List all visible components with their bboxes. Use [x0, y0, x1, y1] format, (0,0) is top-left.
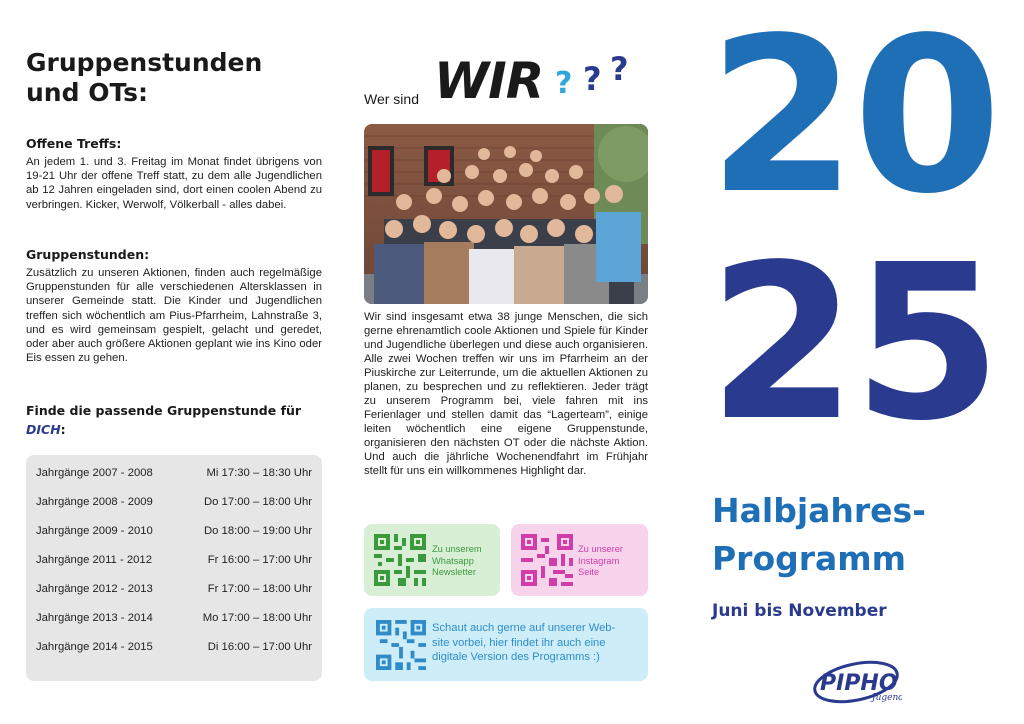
schedule-time: Do 18:00 – 19:00 Uhr: [203, 525, 312, 537]
gruppenstunden-column: [26, 0, 322, 653]
finde-colon: :: [60, 422, 66, 437]
instagram-label-line3: Seite: [578, 567, 600, 577]
schedule-age: Jahrgänge 2014 - 2015: [36, 641, 153, 653]
offene-treffs-block: [26, 136, 322, 212]
program-title-line2: Programm: [712, 539, 907, 578]
website-label-line3: digitale Version des Programms :): [432, 651, 600, 663]
schedule-time: Do 17:00 – 18:00 Uhr: [203, 496, 312, 508]
instagram-label: [578, 544, 623, 579]
schedule-time: Fr 16:00 – 17:00 Uhr: [207, 554, 312, 566]
question-mark-1: ?: [555, 66, 573, 101]
gruppenstunden-text: Zusätzlich zu unseren Aktionen, finden auch regelmäßige Gruppenstunden für alle verschiedenen Altersklassen in unserer Gemeinde statt. Die Kinder und Jugendlichen treffen sich wöchentlich am Pius-Pfarrheim, Lahnstraße 3, und es wird gemeinsam gespielt, gelacht und geredet, oder aber auch größere Aktionen geplant wie ins Kino oder Eis essen zu gehen.: [26, 267, 322, 365]
instagram-label-line2: Instagram: [578, 555, 620, 566]
whatsapp-label-line3: Newsletter: [432, 567, 476, 577]
schedule-row: [36, 467, 312, 487]
schedule-row: [36, 583, 312, 603]
schedule-time: Mo 17:00 – 18:00 Uhr: [202, 612, 312, 624]
whatsapp-qr-code-icon: [374, 534, 426, 586]
website-label-line2: site vorbei, hier findet ihr auch eine: [432, 636, 606, 649]
schedule-age: Jahrgänge 2013 - 2014: [36, 612, 153, 624]
wir-heading: WIR: [434, 52, 544, 110]
cover-column: [700, 0, 1024, 724]
schedule-table: [26, 455, 322, 681]
logo-text: PIPHO: [820, 671, 898, 696]
program-subtitle: Juni bis November: [712, 601, 887, 621]
year-bottom-digits: 25: [708, 219, 998, 468]
wer-sind-wir-column: [364, 0, 648, 724]
schedule-row: [36, 496, 312, 516]
instagram-qr-code-icon: [521, 534, 573, 586]
schedule-age: Jahrgänge 2012 - 2013: [36, 583, 153, 595]
schedule-age: Jahrgänge 2007 - 2008: [36, 467, 153, 479]
program-title: [712, 487, 926, 583]
pipho-logo: [810, 656, 902, 713]
finde-dich: DICH: [26, 422, 61, 437]
group-photo: [364, 124, 648, 304]
schedule-row: [36, 641, 312, 661]
schedule-row: [36, 554, 312, 574]
section-title: [26, 48, 322, 108]
year-top-digits: 20: [708, 0, 998, 241]
schedule-age: Jahrgänge 2008 - 2009: [36, 496, 153, 508]
finde-heading-text: Finde die passende Gruppenstunde für: [26, 403, 302, 418]
section-title-line2: und OTs:: [26, 78, 149, 107]
website-qr-code-icon: [376, 620, 426, 670]
group-photo-image: [364, 124, 648, 304]
schedule-time: Di 16:00 – 17:00 Uhr: [207, 641, 312, 653]
offene-treffs-heading: Offene Treffs:: [26, 136, 122, 151]
schedule-row: [36, 612, 312, 632]
program-title-line1: Halbjahres-: [712, 491, 926, 530]
website-qr-box[interactable]: [364, 608, 648, 681]
schedule-age: Jahrgänge 2009 - 2010: [36, 525, 153, 537]
website-label-line1: Schaut auch gerne auf unserer Web-: [432, 622, 616, 634]
instagram-label-line1: Zu unserer: [578, 544, 623, 554]
logo-sub: Jugend: [872, 693, 902, 703]
instagram-qr-box[interactable]: [511, 524, 648, 596]
section-title-line1: Gruppenstunden: [26, 48, 263, 77]
gruppenstunden-heading: Gruppenstunden:: [26, 247, 150, 262]
pipho-logo-icon: [810, 656, 902, 708]
whatsapp-label-line1: Zu unserem: [432, 544, 482, 554]
gruppenstunden-block: [26, 247, 322, 365]
finde-heading: [26, 401, 322, 439]
schedule-time: Mi 17:30 – 18:30 Uhr: [206, 467, 312, 479]
offene-treffs-text: An jedem 1. und 3. Freitag im Monat findet übrigens von 19-21 Uhr der offene Treff statt, zu dem alle Jugendlichen ab 12 Jahren eingeladen sind, dort einen coolen Abend zu verbringen. Kicker, Werwolf, Völkerball - alles dabei.: [26, 156, 322, 211]
schedule-row: [36, 525, 312, 545]
question-mark-3: ?: [610, 50, 629, 88]
wer-sind-label: Wer sind: [364, 91, 419, 107]
wir-description: Wir sind insgesamt etwa 38 junge Menschen, die sich gerne ehrenamtlich coole Aktionen und Spiele für Kinder und Jugendliche überlegen und diese auch organisieren. Alle zwei Wochen treffen wir uns im Pfarrheim an der Piuskirche zur Leiterrunde, um die aktuellen Aktionen zu planen, zu besprechen und zu reflektieren. Jeder trägt zu unserem Programm bei, viele fahren mit ins Ferienlager und stellen damit das “Lagerteam”, einige leiten wöchentlich eine eigene Gruppenstunde, organisieren den nächsten OT oder die nächste Aktion. Und auch die jährliche Wochenendfahrt im Frühjahr stellt für uns ein willkommenes Highlight dar.: [364, 311, 648, 477]
whatsapp-qr-box[interactable]: [364, 524, 500, 596]
website-label: [432, 621, 615, 665]
whatsapp-label-line2: Whatsapp: [432, 555, 474, 566]
schedule-age: Jahrgänge 2011 - 2012: [36, 554, 152, 566]
question-mark-2: ?: [583, 60, 602, 98]
whatsapp-label: [432, 544, 482, 579]
schedule-time: Fr 17:00 – 18:00 Uhr: [207, 583, 312, 595]
